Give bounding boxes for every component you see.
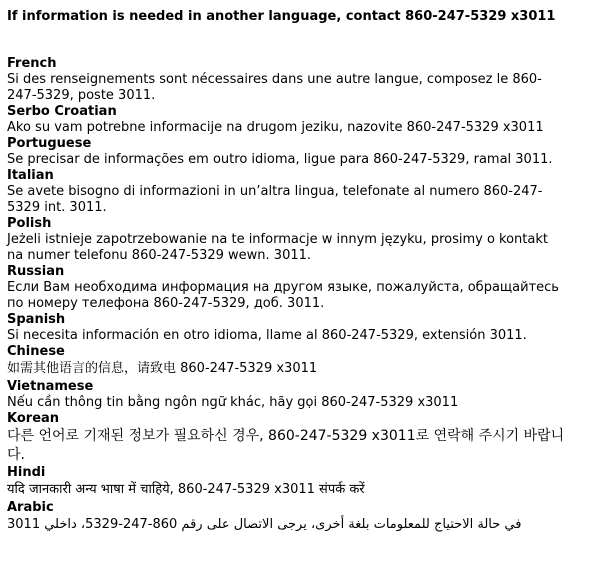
language-label: Arabic bbox=[7, 500, 54, 515]
language-text: Si necesita información en otro idioma, llame al 860-247-5329, extensión 3011. bbox=[7, 328, 527, 343]
language-label: Spanish bbox=[7, 312, 66, 327]
entry-hindi bbox=[7, 465, 567, 498]
spacer bbox=[7, 25, 567, 56]
entry-korean bbox=[7, 411, 567, 465]
language-label: Korean bbox=[7, 411, 60, 426]
notice-header: If information is needed in another language, contact 860-247-5329 x3011 bbox=[7, 9, 556, 24]
language-assistance-notice bbox=[7, 8, 567, 533]
language-text: Se precisar de informações em outro idioma, ligue para 860-247-5329, ramal 3011. bbox=[7, 152, 553, 167]
language-text: Si des renseignements sont nécessaires dans une autre langue, composez le 860-247-5329, poste 3011. bbox=[7, 72, 542, 103]
language-label: Polish bbox=[7, 216, 52, 231]
language-label: Portuguese bbox=[7, 136, 92, 151]
entry-arabic bbox=[7, 500, 567, 533]
language-label: French bbox=[7, 56, 57, 71]
language-text: Если Вам необходима информация на другом языке, пожалуйста, обращайтесь по номеру телефона 860-247-5329, доб. 3011. bbox=[7, 280, 559, 311]
language-label: Italian bbox=[7, 168, 54, 183]
entry-serbo-croatian bbox=[7, 104, 567, 136]
entry-spanish bbox=[7, 312, 567, 344]
entry-french bbox=[7, 56, 567, 104]
language-label: Chinese bbox=[7, 344, 65, 359]
language-label: Hindi bbox=[7, 465, 46, 480]
language-text: Nếu cần thông tin bằng ngôn ngữ khác, hãy gọi 860-247-5329 x3011 bbox=[7, 395, 459, 410]
language-text: في حالة الاحتياج للمعلومات بلغة أخرى، يرجى الاتصال على رقم 860-247-5329، داخلي 3011 bbox=[7, 517, 522, 532]
language-text: यदि जानकारी अन्य भाषा में चाहिये, 860-247-5329 x3011 संपर्क करें bbox=[7, 482, 365, 497]
entry-italian bbox=[7, 168, 567, 216]
language-label: Serbo Croatian bbox=[7, 104, 117, 119]
entry-portuguese bbox=[7, 136, 567, 168]
entry-vietnamese bbox=[7, 379, 567, 411]
language-text: Jeżeli istnieje zapotrzebowanie na te informacje w innym języku, prosimy o kontakt na numer telefonu 860-247-5329 wewn. 3011. bbox=[7, 232, 548, 263]
language-text: Ako su vam potrebne informacije na drugom jeziku, nazovite 860-247-5329 x3011 bbox=[7, 120, 544, 135]
language-text: 다른 언어로 기재된 정보가 필요하신 경우, 860-247-5329 x3011로 연락해 주시기 바랍니다. bbox=[7, 428, 565, 463]
language-label: Vietnamese bbox=[7, 379, 94, 394]
entry-russian bbox=[7, 264, 567, 312]
language-text: 如需其他语言的信息，请致电 860-247-5329 x3011 bbox=[7, 361, 318, 376]
entry-chinese bbox=[7, 344, 567, 377]
language-label: Russian bbox=[7, 264, 65, 279]
language-text: Se avete bisogno di informazioni in un’altra lingua, telefonate al numero 860-247-5329 int. 3011. bbox=[7, 184, 543, 215]
entry-polish bbox=[7, 216, 567, 264]
